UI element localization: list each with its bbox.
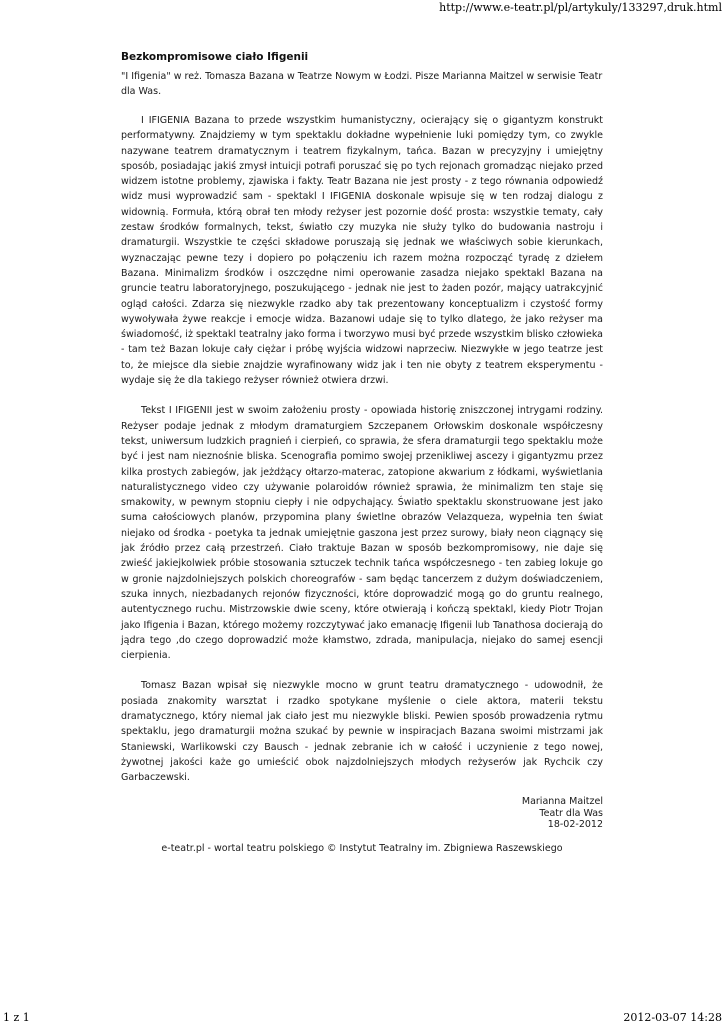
page-count: 1 z 1 <box>3 1011 30 1024</box>
print-url: http://www.e-teatr.pl/pl/artykuly/133297,druk.html <box>439 1 722 14</box>
print-datetime: 2012-03-07 14:28 <box>623 1011 722 1024</box>
article-paragraph-3: Tomasz Bazan wpisał się niezwykle mocno w grunt teatru dramatycznego - udowodnił, że posiada znakomity warsztat i rzadko spotykane myślenie o ciele aktora, materii tekstu dramatycznego, który niemal jak ciało jest mu niezwykle bliski. Pewien sposób prowadzenia rytmu spektaklu, jego dramaturgii można szukać by pewnie w inspiracjach Bazana swoimi mistrzami jak Staniewski, Warlikowski czy Bausch - jednak zebranie ich w całość i uczynienie z tego nowej, żywotnej jakości każe go umieścić obok najzdolniejszych młodych reżyserów jak Rychcik czy Garbaczewski. <box>121 680 603 784</box>
signature-block <box>121 796 603 831</box>
article-body <box>121 113 603 785</box>
article-title: Bezkompromisowe ciało Ifigenii <box>121 51 309 63</box>
author-name: Marianna Maitzel <box>521 796 603 808</box>
publication-date: 18-02-2012 <box>547 819 603 831</box>
source-name: Teatr dla Was <box>539 807 603 819</box>
article-paragraph-2: Tekst I IFIGENII jest w swoim założeniu prosty - opowiada historię zniszczonej intrygami rodziny. Reżyser podaje jednak z młodym dramaturgiem Szczepanem Orłowskim doskonale współczesny tekst, uniwersum ludzkich pragnień i cierpień, co sprawia, że sfera dramaturgii tego spektaklu może być i jest nam nieznośnie bliska. Scenografia pomimo swojej przenikliwej ascezy i gigantyzmu przez kilka prostych zabiegów, jak jeżdżący ołtarzo-materac, zatopione akwarium z łódkami, wyświetlania naturalistycznego video czy używanie polaroidów również sprawia, że minimalizm ten staje się smakowity, w pewnym stopniu ciepły i nie odpychający. Światło spektaklu skonstruowane jest jako suma całościowych planów, przypomina plany świetlne obrazów Velazqueza, wypełnia ten świat niejako od środka - poetyka ta jednak umiejętnie gaszona jest przez surowy, biały neon ciągnący się jak źródło przez całą przestrzeń. Ciało traktuje Bazan w sposób bezkompromisowy, nie daje się zwieść jakiejkolwiek próbie stosowania sztuczek technik tańca współczesnego - ten zabieg lokuje go w gronie najzdolniejszych polskich choreografów - sam będąc tancerzem z dużym doświadczeniem, szuka innych, niezbadanych rejonów fizyczności, które doprowadzić mogą go do gruntu realnego, autentycznego ruchu. Mistrzowskie dwie sceny, które otwierają i kończą spektakl, kiedy Piotr Trojan jako Ifigenia i Bazan, którego możemy rozczytywać jako emanację Ifigenii lub Tanathosa docierają do jądra tego ,do czego doprowadzić może kłamstwo, zdrada, manipulacja, niejako do samej esencji cierpienia. <box>121 405 603 662</box>
article-paragraph-1: I IFIGENIA Bazana to przede wszystkim humanistyczny, ocierający się o gigantyzm konstrukt performatywny. Znajdziemy w tym spektaklu dokładne wypełnienie luki pomiędzy tym, co zwykle nazywane teatrem dramatycznym i teatrem fizykalnym, tańca. Bazan w precyzyjny i umiejętny sposób, posiadając jakiś zmysł intuicji potrafi poruszać się po tych rejonach gromadząc niejako przed widzem istotne problemy, zjawiska i fakty. Teatr Bazana nie jest prosty - z tego równania odpowiedź widz musi wyprowadzić sam - spektakl I IFIGENIA doskonale wpisuje się w ten rodzaj dialogu z widownią. Formuła, którą obrał ten młody reżyser jest pozornie dość prosta: wszystkie tematy, cały zestaw środków formalnych, tekst, światło czy muzyka nie służy tylko do budowania nastroju i dramaturgii. Wszystkie te części składowe poruszają się jednak we właściwych sobie kierunkach, wyznaczając pewne tezy i dopiero po połączeniu ich razem można rozpocząć tyradę z dziełem Bazana. Minimalizm środków i oszczędne nimi operowanie zasadza niejako spektakl Bazana na gruncie teatru laboratoryjnego, poszukującego - jednak nie jest to żaden pozór, mający uatrakcyjnić ogląd całości. Zdarza się niezwykle rzadko aby tak prezentowany konceptualizm i czystość formy wywoływała żywe reakcje i emocje widza. Bazanowi udaje się to tylko dlatego, że jako reżyser ma świadomość, iż spektakl teatralny jako forma i tworzywo musi być przede wszystkim blisko człowieka - tam też Bazan lokuje cały ciężar i próbę wyjścia widzowi naprzeciw. Niezwykłe w jego teatrze jest to, że miejsce dla siebie znajdzie wyrafinowany widz jak i ten nie obyty z teatrem eksperymentu - wydaje się że dla takiego reżyser również otwiera drzwi. <box>121 115 603 387</box>
site-footer: e-teatr.pl - wortal teatru polskiego © Instytut Teatralny im. Zbigniewa Raszewskiego <box>161 842 563 854</box>
article <box>121 50 603 855</box>
article-lead: "I Ifigenia" w reż. Tomasza Bazana w Teatrze Nowym w Łodzi. Pisze Marianna Maitzel w serwisie Teatr dla Was. <box>121 71 603 97</box>
